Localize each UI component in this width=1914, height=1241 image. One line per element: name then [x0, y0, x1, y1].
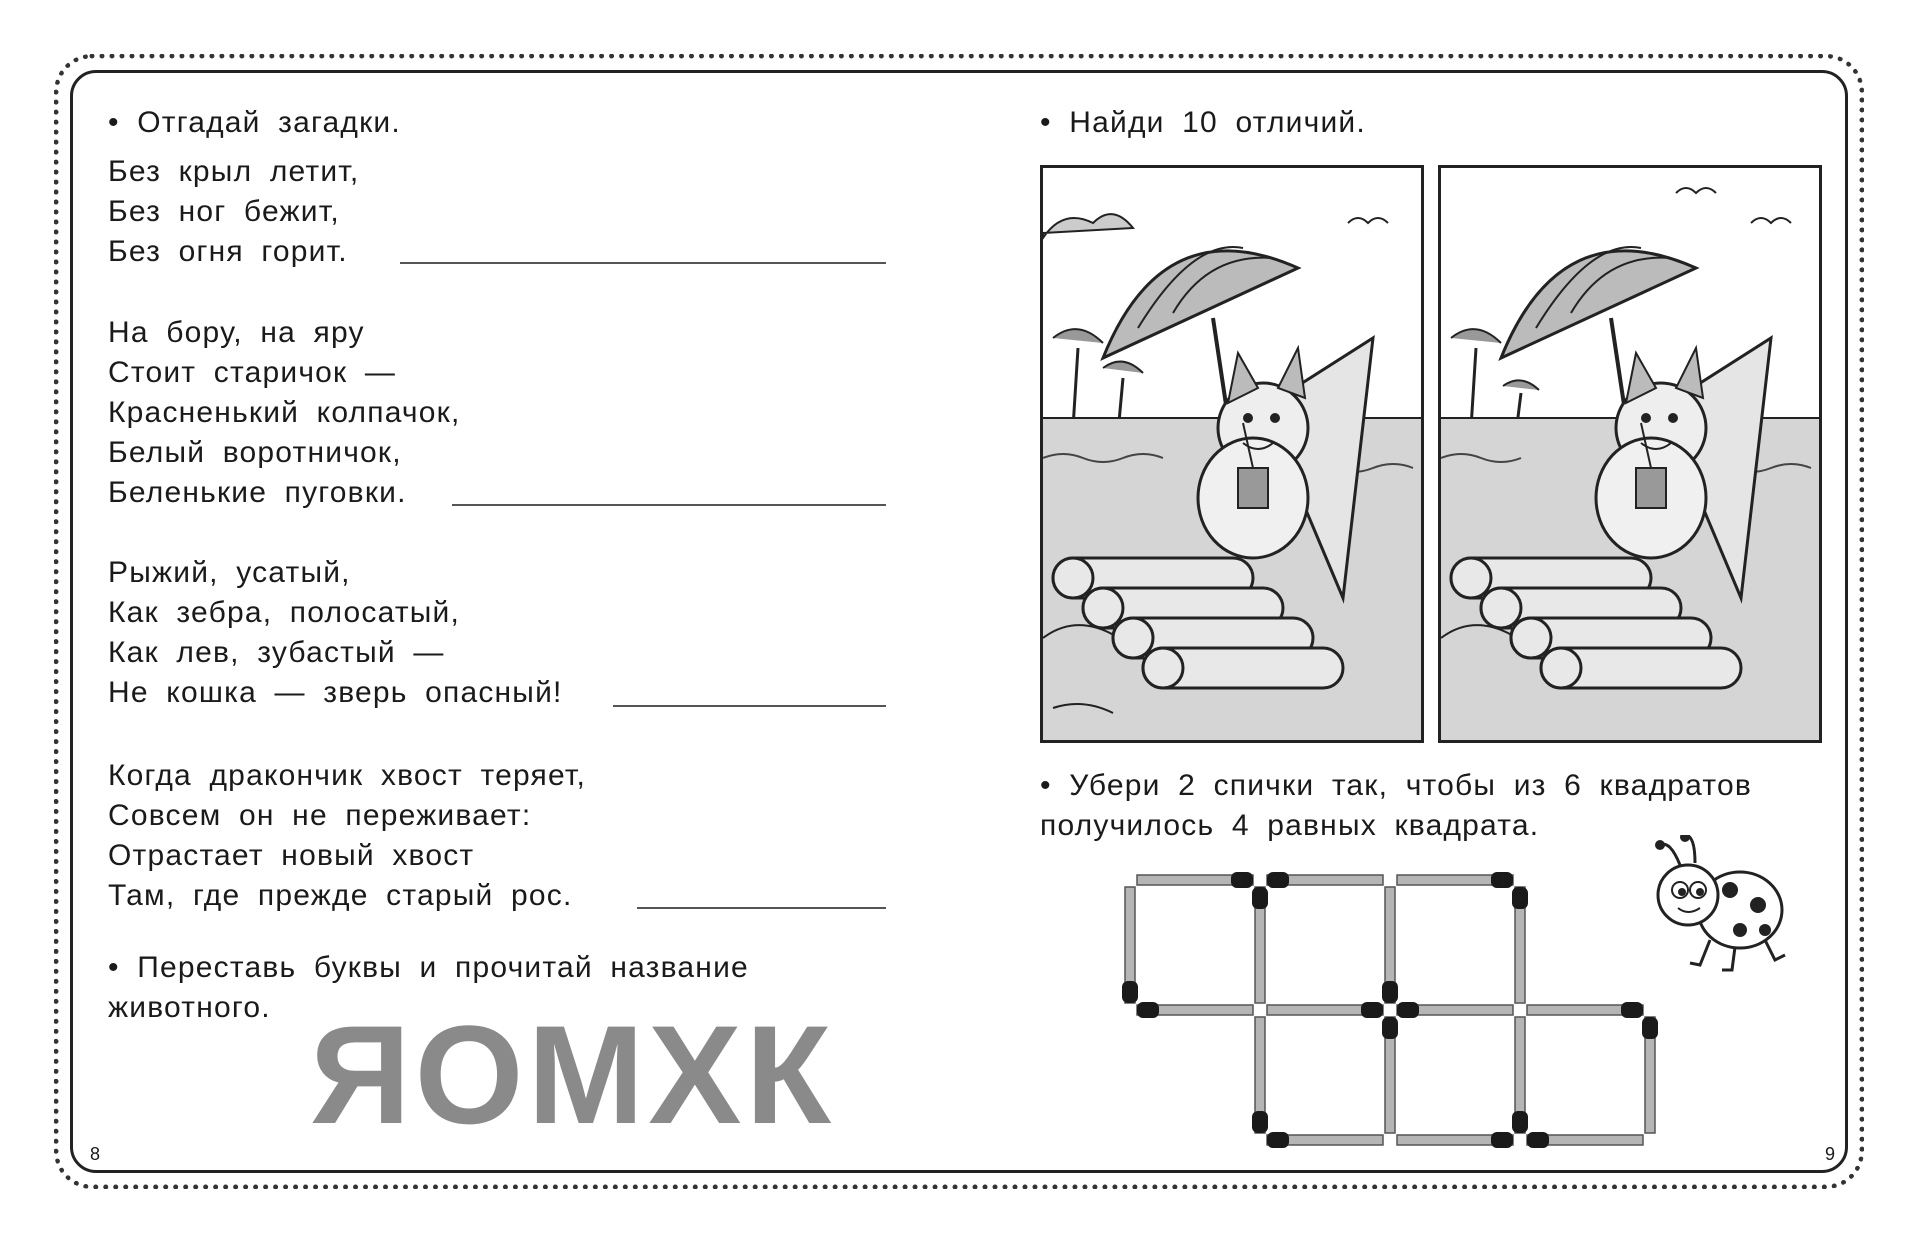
riddle4-line2: Совсем он не переживает:	[108, 799, 532, 832]
anagram-instruction-line2: животного.	[108, 991, 271, 1024]
differences-heading: • Найди 10 отличий.	[1040, 106, 1366, 139]
matchsticks	[1122, 872, 1658, 1148]
matchstick[interactable]	[1397, 872, 1513, 888]
matchstick[interactable]	[1382, 1017, 1398, 1133]
riddles-heading: • Отгадай загадки.	[108, 106, 401, 139]
matchstick[interactable]	[1267, 872, 1383, 888]
matchstick[interactable]	[1397, 1002, 1513, 1018]
riddle4-line4: Там, где прежде старый рос.	[108, 879, 573, 912]
riddle2-line2: Стоит старичок —	[108, 356, 397, 389]
matches-instruction-line1: • Убери 2 спички так, чтобы из 6 квадратов	[1040, 769, 1753, 802]
riddle4-line3: Отрастает новый хвост	[108, 839, 475, 872]
spot-difference-picture-left[interactable]	[1040, 165, 1424, 743]
riddle1-answer-line[interactable]	[400, 262, 886, 264]
matchstick[interactable]	[1382, 887, 1398, 1003]
matchstick[interactable]	[1512, 887, 1528, 1003]
matchstick-puzzle[interactable]	[1100, 860, 1680, 1170]
riddle2-line5: Беленькие пуговки.	[108, 476, 407, 509]
matchstick[interactable]	[1267, 1002, 1383, 1018]
riddle4-line1: Когда дракончик хвост теряет,	[108, 759, 586, 792]
riddle1-line1: Без крыл летит,	[108, 155, 360, 188]
beach-cat-illustration	[1043, 168, 1421, 740]
ladybug-icon	[1640, 835, 1790, 975]
riddle3-line3: Как лев, зубастый —	[108, 636, 445, 669]
matchstick[interactable]	[1252, 887, 1268, 1003]
riddle3-line4: Не кошка — зверь опасный!	[108, 676, 563, 709]
page-number-left: 8	[90, 1144, 101, 1164]
matchstick[interactable]	[1527, 1002, 1643, 1018]
matchstick[interactable]	[1137, 872, 1253, 888]
riddle3-line2: Как зебра, полосатый,	[108, 596, 461, 629]
riddle2-line1: На бору, на яру	[108, 316, 365, 349]
matchstick[interactable]	[1137, 1002, 1253, 1018]
spot-difference-picture-right[interactable]	[1438, 165, 1822, 743]
matchstick[interactable]	[1397, 1132, 1513, 1148]
page-number-right: 9	[1825, 1144, 1836, 1164]
matches-instruction-line2: получилось 4 равных квадрата.	[1040, 809, 1540, 842]
riddle1-line2: Без ног бежит,	[108, 195, 340, 228]
matchstick[interactable]	[1252, 1017, 1268, 1133]
riddle2-line3: Красненький колпачок,	[108, 396, 461, 429]
matchstick[interactable]	[1527, 1132, 1643, 1148]
riddle4-answer-line[interactable]	[637, 907, 886, 909]
riddle1-line3: Без огня горит.	[108, 235, 348, 268]
matchstick[interactable]	[1122, 887, 1138, 1003]
riddle2-line4: Белый воротничок,	[108, 436, 402, 469]
riddle3-answer-line[interactable]	[613, 705, 886, 707]
matchstick[interactable]	[1512, 1017, 1528, 1133]
anagram-word: ЯОМХК	[310, 996, 835, 1153]
matchstick[interactable]	[1267, 1132, 1383, 1148]
beach-cat-illustration-variant	[1441, 168, 1819, 740]
matchstick[interactable]	[1642, 1017, 1658, 1133]
anagram-instruction-line1: • Переставь буквы и прочитай название	[108, 951, 749, 984]
riddle3-line1: Рыжий, усатый,	[108, 556, 351, 589]
riddle2-answer-line[interactable]	[452, 504, 886, 506]
